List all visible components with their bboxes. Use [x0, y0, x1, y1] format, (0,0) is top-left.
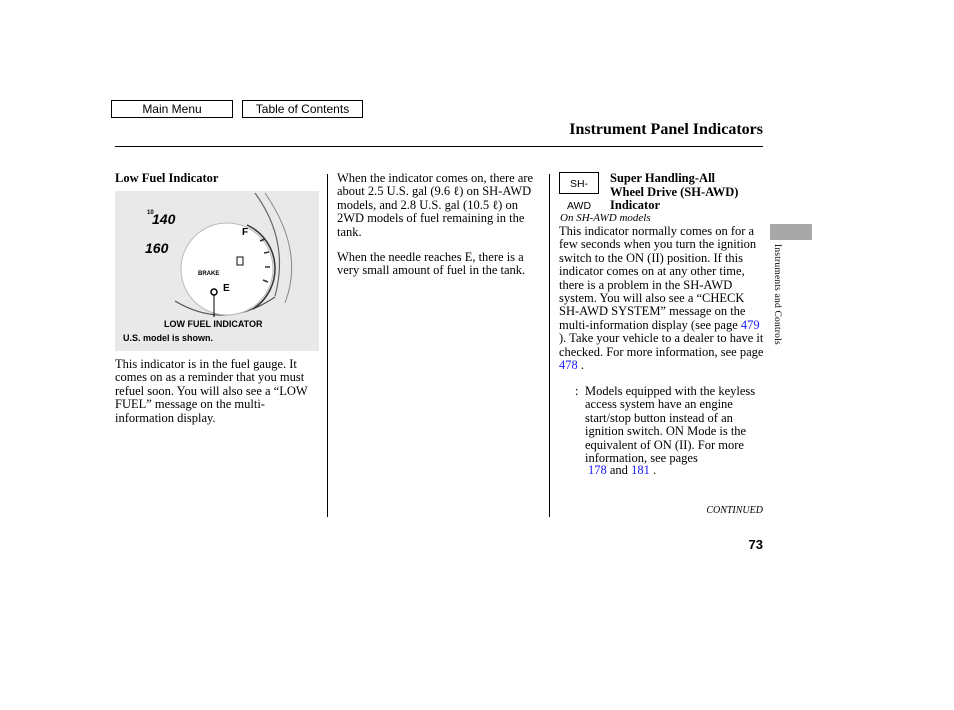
section-tab-marker	[770, 224, 812, 240]
fuel-gauge-figure	[115, 191, 319, 351]
section-tab-label: Instruments and Controls	[772, 244, 782, 345]
gauge-label-160: 160	[145, 240, 169, 256]
page-link-181[interactable]: 181	[631, 463, 650, 477]
needle-empty-text: When the needle reaches E, there is a very small amount of fuel in the tank.	[337, 250, 526, 278]
gauge-label-e: E	[223, 283, 230, 294]
footnote-marker: :	[575, 384, 579, 398]
gauge-label-brake: BRAKE	[198, 271, 220, 277]
sh-awd-body-start: This indicator normally comes on for a few seconds when you turn the ignition switch to the ON (II) position. If this indicator comes on at any other time, there is a problem in the SH-AWD system. You will also see a “CHECK SH-AWD SYSTEM” message on the multi-information display (see page	[559, 224, 757, 332]
table-of-contents-button[interactable]: Table of Contents	[242, 100, 363, 118]
sh-awd-indicator-icon: SH-AWD	[559, 172, 599, 194]
footnote-and: and	[609, 463, 628, 477]
sh-awd-body-middle: ). Take your vehicle to a dealer to have it checked. For more information, see page	[559, 331, 764, 359]
keyless-footnote: Models equipped with the keyless access system have an engine start/stop button instead of an ignition switch. ON Mode is the equivalent of ON (II). For more information, see pages	[585, 384, 756, 466]
page-title: Instrument Panel Indicators	[569, 121, 763, 138]
column-divider-right	[549, 174, 550, 517]
page-link-178[interactable]: 178	[588, 463, 607, 477]
page-link-478[interactable]: 478	[559, 358, 578, 373]
main-menu-button[interactable]: Main Menu	[111, 100, 233, 118]
gauge-label-f: F	[242, 227, 249, 238]
figure-caption: LOW FUEL INDICATOR	[164, 319, 263, 329]
sh-awd-heading-line-1: Super Handling-All	[610, 171, 716, 185]
sh-awd-heading	[610, 172, 765, 213]
footnote-links	[588, 464, 656, 477]
column-divider-left	[327, 174, 328, 517]
gauge-label-140: 140	[152, 211, 176, 227]
fuel-remaining-text: When the indicator comes on, there are about 2.5 U.S. gal (9.6 ℓ) on SH-AWD models, and 2.8 U.S. gal (10.5 ℓ) on 2WD models of fuel remaining in the tank.	[337, 171, 534, 239]
sh-awd-body-end: .	[577, 358, 584, 373]
sh-awd-models-note: On SH-AWD models	[560, 212, 651, 224]
footnote-end: .	[652, 463, 657, 477]
low-fuel-body: This indicator is in the fuel gauge. It comes on as a reminder that you must refuel soon. You will also see a “LOW FUEL” message on the multi-information display.	[115, 357, 308, 425]
page-number: 73	[748, 537, 763, 552]
gauge-label-10: 10	[147, 210, 154, 216]
figure-model-note: U.S. model is shown.	[123, 333, 214, 343]
low-fuel-heading: Low Fuel Indicator	[115, 171, 219, 185]
sh-awd-body	[559, 225, 766, 372]
continued-label: CONTINUED	[706, 505, 763, 516]
header-rule	[115, 146, 763, 147]
sh-awd-heading-line-3: Indicator	[610, 198, 660, 212]
page-link-479[interactable]: 479	[740, 317, 760, 332]
sh-awd-heading-line-2: Wheel Drive (SH-AWD)	[610, 184, 739, 199]
